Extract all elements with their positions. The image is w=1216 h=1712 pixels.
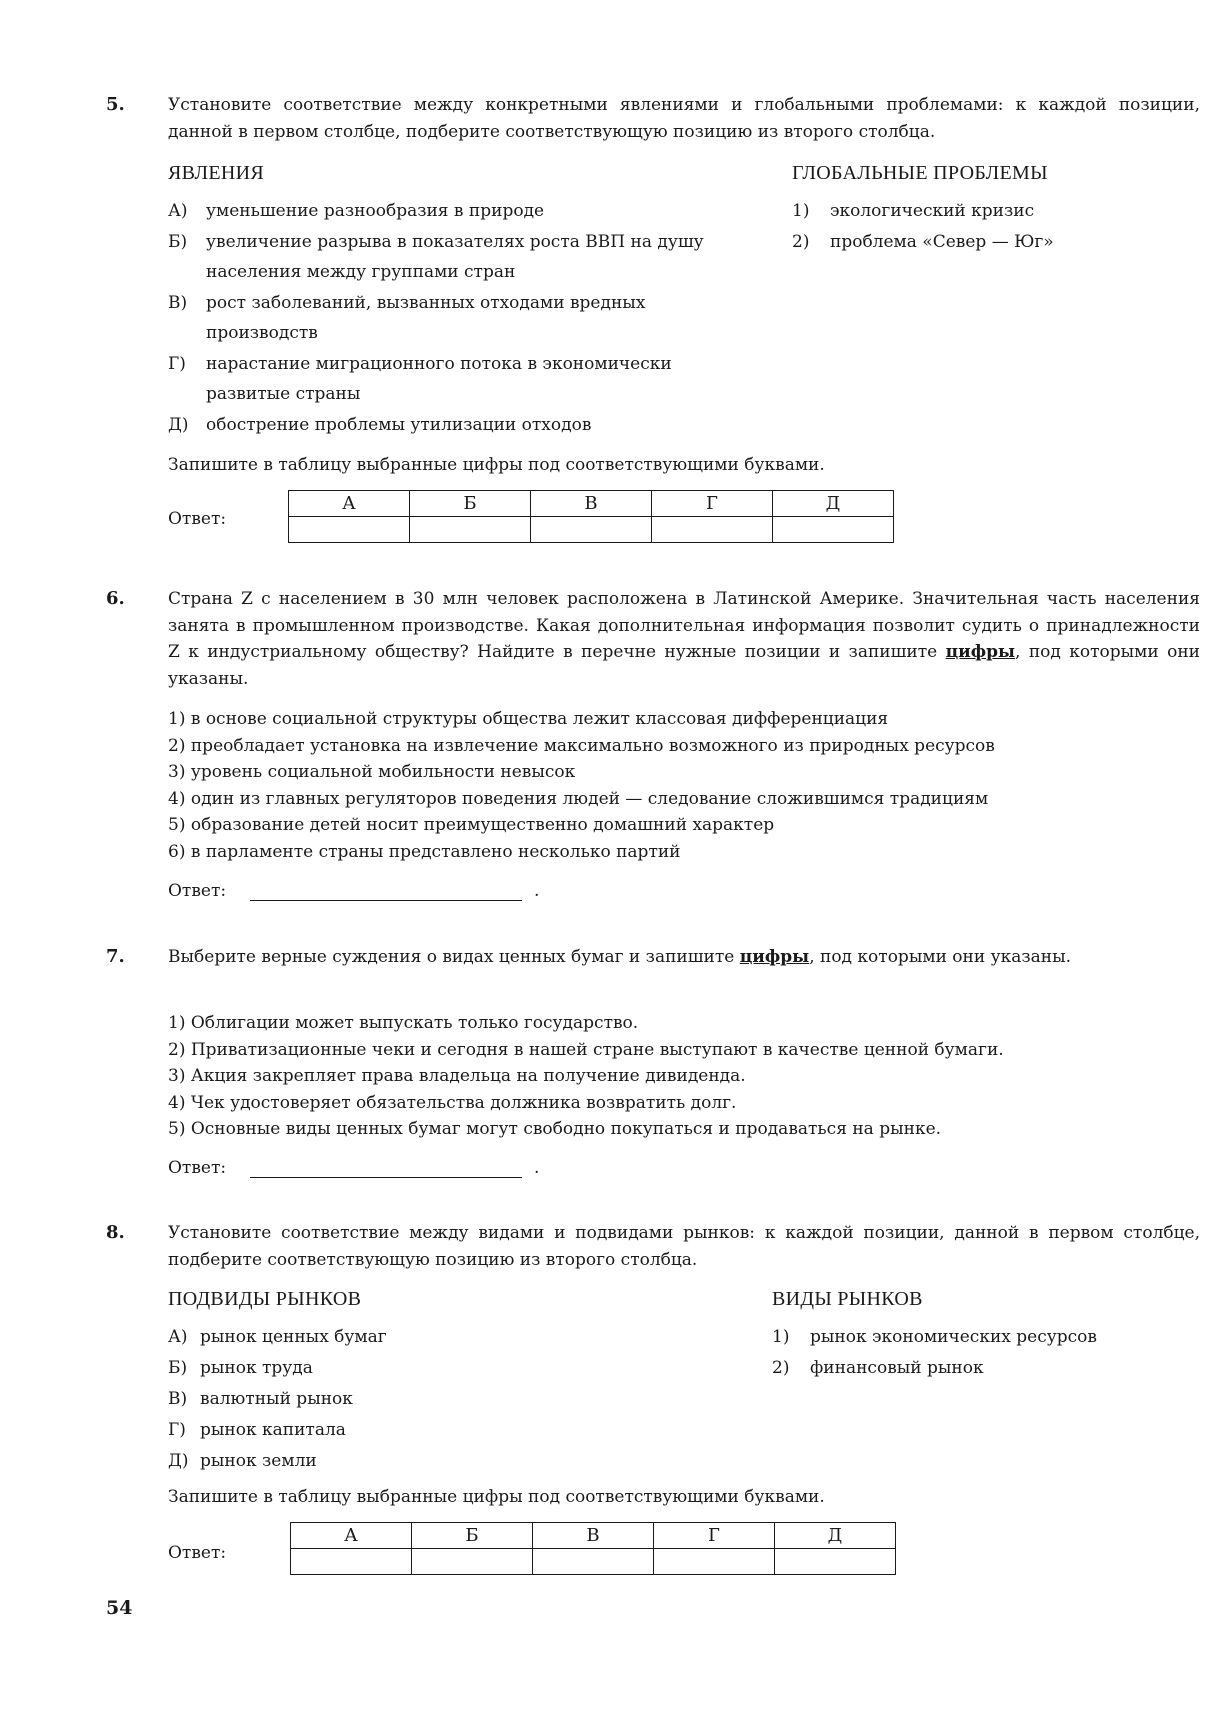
q8-instruction: Запишите в таблицу выбранные цифры под соответствующими буквами. xyxy=(168,1487,825,1507)
list-item: 2) Приватизационные чеки и сегодня в нашей стране выступают в качестве ценной бумаги. xyxy=(168,1039,1004,1060)
list-item: Б) рынок труда xyxy=(168,1358,313,1378)
list-item: 2) финансовый рынок xyxy=(772,1358,984,1378)
list-item: 6) в парламенте страны представлено несколько партий xyxy=(168,841,681,862)
question-6-number: 6. xyxy=(106,588,125,609)
list-item: 4) один из главных регуляторов поведения людей — следование сложившимся традициям xyxy=(168,788,989,809)
list-item: 1) рынок экономических ресурсов xyxy=(772,1327,1097,1347)
list-item: 5) образование детей носит преимущественно домашний характер xyxy=(168,815,775,835)
question-7-number: 7. xyxy=(106,946,125,967)
list-item: 3) уровень социальной мобильности невысок xyxy=(168,762,576,782)
list-item: А) уменьшение разнообразия в природе xyxy=(168,201,545,221)
table-header-cell: В xyxy=(531,491,652,517)
table-header-cell: А xyxy=(289,491,410,517)
q6-options-list xyxy=(168,706,995,865)
question-8-text: Установите соответствие между видами и подвидами рынков: к каждой позиции, данной в первом столбце, подберите соответствующую позицию из второго столбца. xyxy=(168,1223,1200,1270)
table-header-cell: Б xyxy=(410,491,531,517)
question-8-number: 8. xyxy=(106,1222,125,1243)
list-item: А) рынок ценных бумаг xyxy=(168,1327,387,1347)
list-item: Д) рынок земли xyxy=(168,1451,317,1471)
answer-cell[interactable] xyxy=(533,1549,654,1575)
q8-answer-label: Ответ: xyxy=(168,1543,227,1563)
list-item: Б) увеличение разрыва в показателях роста ВВП на душу населения между группами стран xyxy=(168,231,704,282)
list-item: 5) Основные виды ценных бумаг могут свободно покупаться и продаваться на рынке. xyxy=(168,1119,942,1139)
answer-cell[interactable] xyxy=(654,1549,775,1575)
q7-options-list xyxy=(168,1010,1004,1143)
list-item: Г) нарастание миграционного потока в экономически развитые страны xyxy=(168,353,672,404)
list-item: Д) обострение проблемы утилизации отходов xyxy=(168,414,592,435)
table-header-cell: Г xyxy=(652,491,773,517)
answer-cell[interactable] xyxy=(289,517,410,543)
table-header-cell: В xyxy=(533,1523,654,1549)
list-item: Г) рынок капитала xyxy=(168,1420,346,1440)
list-item: 2) преобладает установка на извлечение максимально возможного из природных ресурсов xyxy=(168,735,995,756)
q6-answer-line[interactable] xyxy=(250,900,522,901)
q5-right-list xyxy=(792,196,1192,257)
table-header-cell: Д xyxy=(775,1523,896,1549)
question-6-text: Страна Z с населением в 30 млн человек расположена в Латинской Америке. Значительная часть населения занята в промышленном производстве. Какая дополнительная информация позволит судить о принадлежности Z к индустриальному обществу? Найдите в перечне нужные позиции и запишите цифры, под которыми они указаны. xyxy=(168,589,1200,689)
list-item: 1) Облигации может выпускать только государство. xyxy=(168,1013,639,1033)
q5-right-header: ГЛОБАЛЬНЫЕ ПРОБЛЕМЫ xyxy=(792,162,1048,184)
q8-right-header: ВИДЫ РЫНКОВ xyxy=(772,1288,923,1310)
table-header-cell: А xyxy=(291,1523,412,1549)
q7-answer-line[interactable] xyxy=(250,1177,522,1178)
table-header-cell: Г xyxy=(654,1523,775,1549)
q5-answer-label: Ответ: xyxy=(168,509,227,529)
list-item: 4) Чек удостоверяет обязательства должника возвратить долг. xyxy=(168,1092,737,1113)
q6-answer-label: Ответ: xyxy=(168,881,227,901)
q8-right-list xyxy=(772,1322,1192,1384)
list-item: 3) Акция закрепляет права владельца на получение дивиденда. xyxy=(168,1066,746,1086)
list-item: 1) экологический кризис xyxy=(792,201,1035,221)
answer-cell[interactable] xyxy=(291,1549,412,1575)
q5-left-header: ЯВЛЕНИЯ xyxy=(168,162,265,184)
table-header-cell: Д xyxy=(773,491,894,517)
answer-cell[interactable] xyxy=(410,517,531,543)
q8-left-header: ПОДВИДЫ РЫНКОВ xyxy=(168,1288,362,1310)
page-number: 54 xyxy=(106,1597,133,1619)
list-item: В) валютный рынок xyxy=(168,1389,353,1409)
q8-answer-table xyxy=(290,1522,896,1575)
list-item: В) рост заболеваний, вызванных отходами вредных производств xyxy=(168,292,646,343)
question-5-text: Установите соответствие между конкретными явлениями и глобальными проблемами: к каждой позиции, данной в первом столбце, подберите соответствующую позицию из второго столбца. xyxy=(168,95,1200,142)
answer-cell[interactable] xyxy=(775,1549,896,1575)
question-7-text: Выберите верные суждения о видах ценных бумаг и запишите цифры, под которыми они указаны. xyxy=(168,947,1072,967)
answer-cell[interactable] xyxy=(531,517,652,543)
table-header-cell: Б xyxy=(412,1523,533,1549)
list-item: 1) в основе социальной структуры общества лежит классовая дифференциация xyxy=(168,709,889,729)
q8-left-list xyxy=(168,1322,688,1477)
answer-cell[interactable] xyxy=(652,517,773,543)
answer-cell[interactable] xyxy=(412,1549,533,1575)
question-5-number: 5. xyxy=(106,94,125,115)
list-item: 2) проблема «Север — Юг» xyxy=(792,231,1054,252)
q5-instruction: Запишите в таблицу выбранные цифры под соответствующими буквами. xyxy=(168,455,825,475)
q5-answer-table xyxy=(288,490,894,543)
q5-left-list xyxy=(168,196,708,440)
answer-cell[interactable] xyxy=(773,517,894,543)
q7-answer-label: Ответ: xyxy=(168,1158,227,1178)
